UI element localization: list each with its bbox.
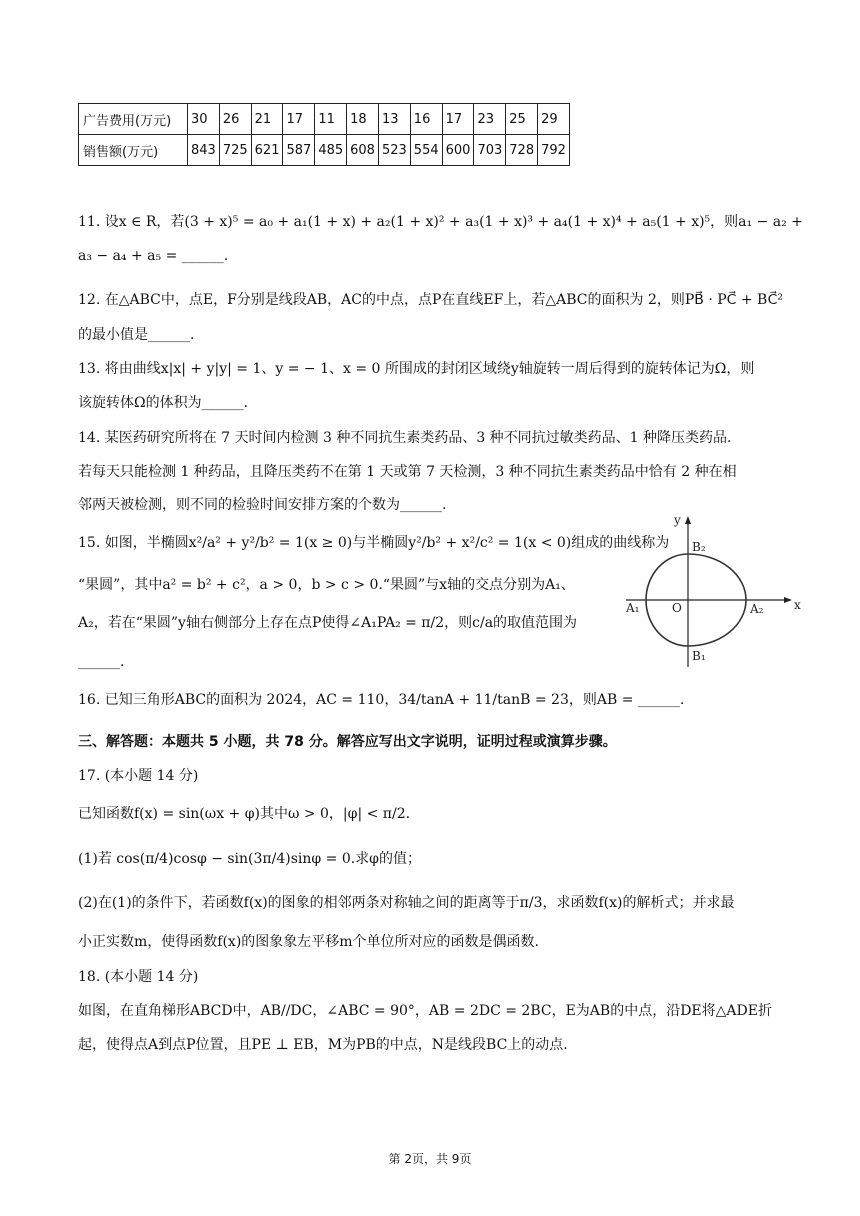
question-17-part-1: (1)若 cos(π/4)cosφ − sin(3π/4)sinφ = 0.求φ的值； [78,851,421,867]
question-15-line-3: A₂，若在“果圆”y轴右侧部分上存在点P使得∠A₁PA₂ = π/2，则c/a的取值范围为 [78,615,578,631]
table-cell: 725 [219,135,251,166]
question-12-line-2: 的最小值是______. [78,327,195,343]
table-cell: 703 [474,135,506,166]
table-header-sales: 销售额(万元) [79,135,188,166]
table-cell: 16 [410,104,442,135]
data-table [78,103,570,166]
question-11-line-1: 11. 设x ∈ R，若(3 + x)⁵ = a₀ + a₁(1 + x) + a₂(1 + x)² + a₃(1 + x)³ + a₄(1 + x)⁴ + a₅(1 + x)⁵，则a₁ − a₂ + [78,214,803,230]
section-three-heading: 三、解答题：本题共 5 小题，共 78 分。解答应写出文字说明，证明过程或演算步骤。 [78,734,617,750]
question-17-title: 17. (本小题 14 分) [78,768,199,784]
table-cell: 843 [188,135,220,166]
table-row-sales [79,135,570,166]
question-15-line-4: ______. [78,654,125,670]
label-b1: B₁ [692,649,706,663]
table-cell: 554 [410,135,442,166]
table-cell: 600 [442,135,474,166]
table-cell: 792 [538,135,570,166]
x-axis-arrow [784,597,792,603]
table-cell: 30 [188,104,220,135]
fruit-ellipse-figure [622,512,804,672]
question-17-part-2-line-1: (2)在(1)的条件下，若函数f(x)的图象的相邻两条对称轴之间的距离等于π/3，求函数f(x)的解析式；并求最 [78,895,735,911]
table-cell: 11 [315,104,347,135]
table-cell: 587 [283,135,315,166]
page-footer: 第 2页，共 9页 [388,1152,472,1166]
question-14-line-2: 若每天只能检测 1 种药品，且降压类药不在第 1 天或第 7 天检测，3 种不同抗生素类药品中恰有 2 种在相 [78,464,737,480]
question-11-line-2: a₃ − a₄ + a₅ = ______. [78,248,229,264]
question-18-title: 18. (本小题 14 分) [78,969,199,985]
table-row-ad [79,104,570,135]
question-18-line-2: 起，使得点A到点P位置，且PE ⊥ EB，M为PB的中点，N是线段BC上的动点. [78,1037,568,1053]
table-cell: 23 [474,104,506,135]
label-y: y [674,513,681,527]
table-cell: 621 [251,135,283,166]
question-17-part-2-line-2: 小正实数m，使得函数f(x)的图象象左平移m个单位所对应的函数是偶函数. [78,934,540,950]
question-15-line-2: “果圆”，其中a² = b² + c²，a > 0，b > c > 0.“果圆”与x轴的交点分别为A₁、 [78,577,575,593]
table-cell: 25 [506,104,538,135]
table-cell: 13 [378,104,410,135]
table-cell: 17 [283,104,315,135]
label-a1: A₁ [626,601,640,615]
table-cell: 21 [251,104,283,135]
table-cell: 26 [219,104,251,135]
label-x: x [794,598,801,612]
label-a2: A₂ [750,602,764,616]
label-origin: O [672,601,682,615]
question-15-line-1: 15. 如图，半椭圆x²/a² + y²/b² = 1(x ≥ 0)与半椭圆y²/b² + x²/c² = 1(x < 0)组成的曲线称为 [78,535,670,551]
question-16-line: 16. 已知三角形ABC的面积为 2024，AC = 110，34/tanA + 11/tanB = 23，则AB = ______. [78,692,685,708]
y-axis-arrow [685,516,691,524]
question-14-line-3: 邻两天被检测，则不同的检验时间安排方案的个数为______. [78,497,447,513]
table-cell: 485 [315,135,347,166]
table-cell: 608 [347,135,379,166]
question-13-line-2: 该旋转体Ω的体积为______. [78,395,249,411]
table-cell: 29 [538,104,570,135]
question-14-line-1: 14. 某医药研究所将在 7 天时间内检测 3 种不同抗生素类药品、3 种不同抗过敏类药品、1 种降压类药品. [78,430,732,446]
label-b2: B₂ [692,540,706,554]
table-header-ad: 广告费用(万元) [79,104,188,135]
table-cell: 18 [347,104,379,135]
table-cell: 17 [442,104,474,135]
question-17-stem: 已知函数f(x) = sin(ωx + φ)其中ω > 0，|φ| < π/2. [78,806,411,822]
table-cell: 523 [378,135,410,166]
table-cell: 728 [506,135,538,166]
question-12-line-1: 12. 在△ABC中，点E，F分别是线段AB，AC的中点，点P在直线EF上，若△ABC的面积为 2，则PB⃗ · PC⃗ + BC⃗² [78,292,783,308]
question-18-line-1: 如图，在直角梯形ABCD中，AB//DC，∠ABC = 90°，AB = 2DC = 2BC，E为AB的中点，沿DE将△ADE折 [78,1003,772,1019]
question-13-line-1: 13. 将由曲线x|x| + y|y| = 1、y = − 1、x = 0 所围成的封闭区域绕y轴旋转一周后得到的旋转体记为Ω，则 [78,361,755,377]
